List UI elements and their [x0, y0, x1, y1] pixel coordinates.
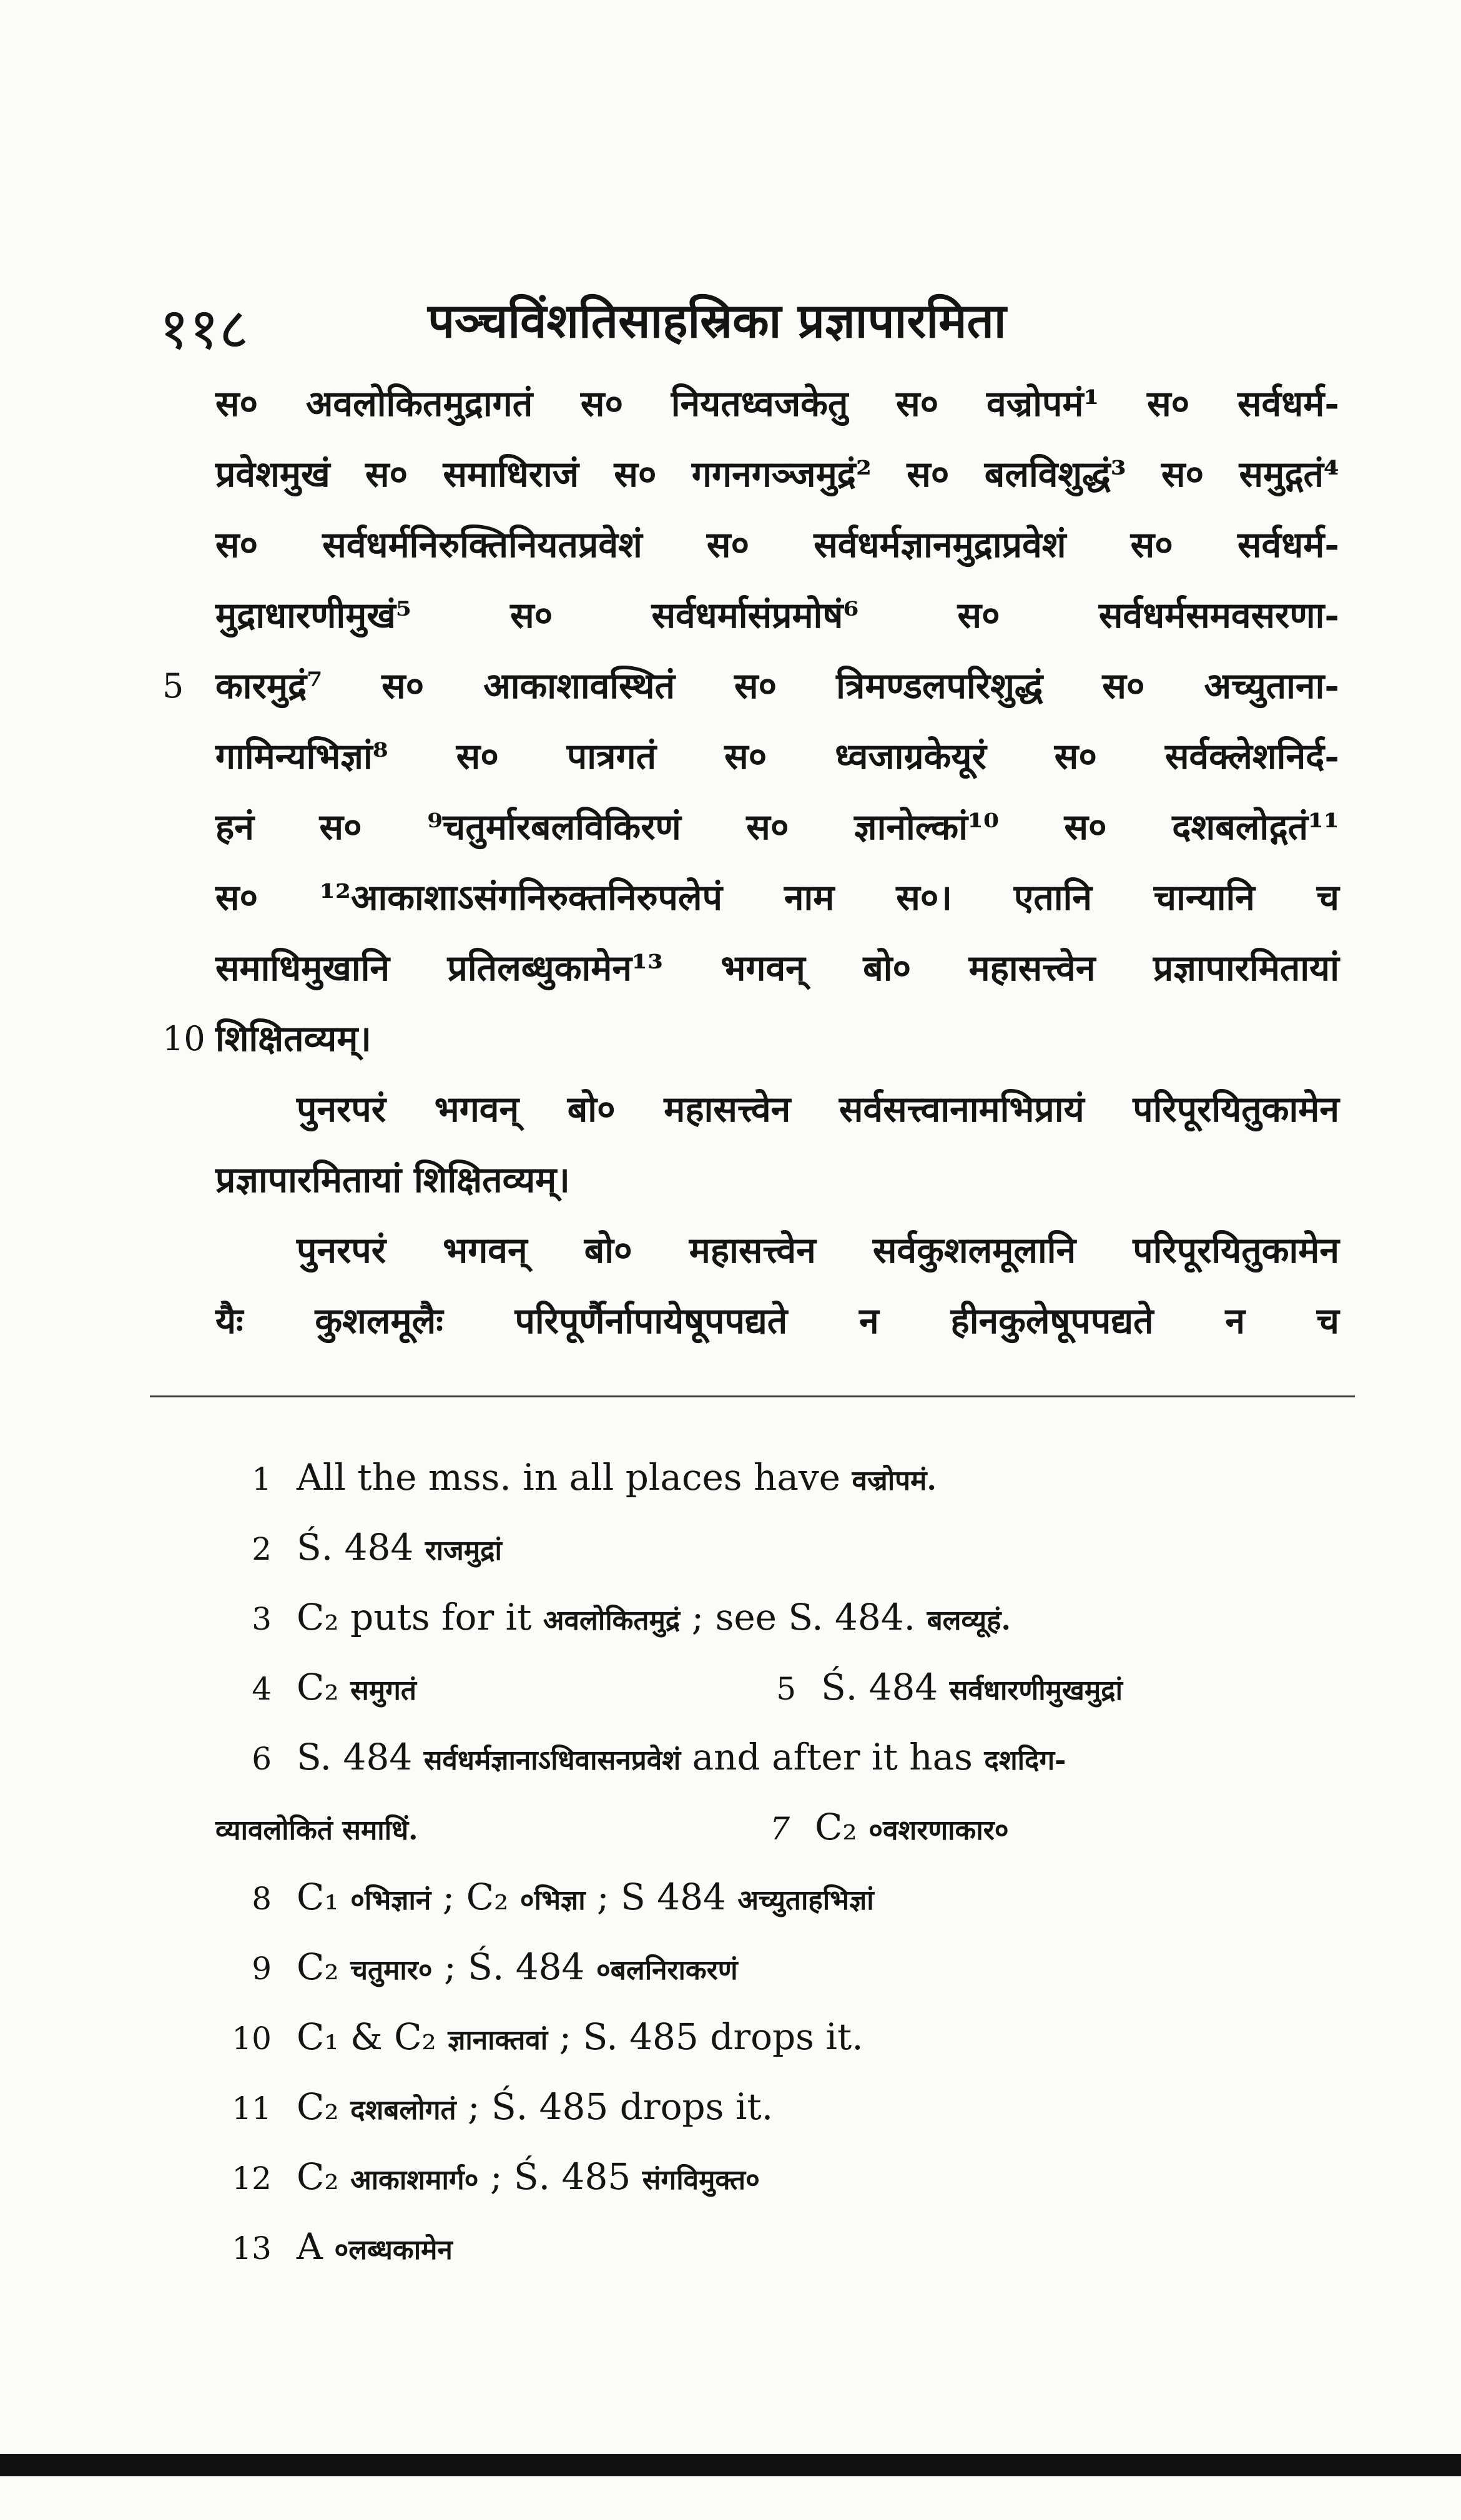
footnote-6: 6 S. 484 सर्वधर्मज्ञानाऽधिवासनप्रवेशं and after it has दशदिग-	[252, 1736, 1066, 1778]
footnote-13: 13 A ०लब्धकामेन	[232, 2225, 453, 2268]
footnote-8: 8 C₁ ०भिज्ञानं ; C₂ ०भिज्ञा ; S 484 अच्युताहभिज्ञां	[252, 1876, 874, 1918]
text-line	[162, 1003, 1339, 1074]
footnotes	[215, 1442, 1352, 2281]
footnote-12: 12 C₂ आकाशमार्ग० ; Ś. 485 संगविमुक्त०	[232, 2155, 760, 2198]
line-number: 10	[162, 1019, 205, 1058]
text-line	[215, 862, 1339, 933]
scan-edge-bar	[0, 2454, 1461, 2476]
text-line	[215, 792, 1339, 862]
text-line	[215, 933, 1339, 1003]
footnote-2: 2 Ś. 484 राजमुद्रां	[252, 1526, 502, 1568]
line-text: कारमुद्रं⁷ स० आकाशावस्थितं स० त्रिमण्डलपरिशुद्धं स० अच्युताना-	[215, 665, 1339, 707]
page-number: ११८	[159, 295, 249, 362]
main-text	[162, 368, 1339, 1356]
page-header	[159, 275, 1345, 362]
line-text: गामिन्यभिज्ञां⁸ स० पात्रगतं स० ध्वजाग्रकेयूरं स० सर्वक्लेशनिर्द-	[215, 736, 1339, 777]
text-line	[215, 580, 1339, 651]
text-line	[215, 1286, 1339, 1356]
text-line	[215, 1215, 1339, 1286]
line-text: प्रवेशमुखं स० समाधिराजं स० गगनगञ्जमुद्रं² स० बलविशुद्धं³ स० समुद्गतं⁴	[215, 453, 1339, 495]
line-text: मुद्राधारणीमुखं⁵ स० सर्वधर्मासंप्रमोषं⁶ स० सर्वधर्मसमवसरणा-	[215, 594, 1339, 636]
line-text: शिक्षितव्यम्।	[215, 1018, 371, 1060]
line-text: स० सर्वधर्मनिरुक्तिनियतप्रवेशं स० सर्वधर्मज्ञानमुद्राप्रवेशं स० सर्वधर्म-	[215, 524, 1339, 566]
text-line	[162, 651, 1339, 721]
footnote-11: 11 C₂ दशबलोगतं ; Ś. 485 drops it.	[232, 2085, 774, 2128]
line-text: स० ¹²आकाशाऽसंगनिरुक्तनिरुपलेपं नाम स०। एतानि चान्यानि च	[215, 877, 1339, 918]
footnote-divider	[150, 1395, 1355, 1397]
footnote-3: 3 C₂ puts for it अवलोकितमुद्रं ; see S. 484. बलव्यूहं.	[252, 1596, 1011, 1638]
footnote-10: 10 C₁ & C₂ ज्ञानाक्तवां ; S. 485 drops it.	[232, 2016, 863, 2058]
text-line	[215, 368, 1339, 439]
line-text: यैः कुशलमूलैः परिपूर्णैर्नापायेषूपपद्यते न हीनकुलेषूपपद्यते न च	[215, 1300, 1339, 1342]
line-text: हनं स० ⁹चतुर्मारबलविकिरणं स० ज्ञानोल्कां¹⁰ स० दशबलोद्गतं¹¹	[215, 806, 1339, 848]
footnote-9: 9 C₂ चतुमार० ; Ś. 484 ०बलनिराकरणं	[252, 1946, 738, 1988]
line-text: पुनरपरं भगवन् बो० महासत्त्वेन सर्वकुशलमूलानि परिपूरयितुकामेन	[297, 1229, 1339, 1271]
text-line	[215, 1144, 1339, 1215]
running-title: पञ्चविंशतिसाहस्रिका प्रज्ञापारमिता	[428, 293, 1006, 348]
line-number: 5	[162, 666, 184, 706]
text-line	[215, 439, 1339, 509]
footnote-5: 5 Ś. 484 सर्वधारणीमुखमुद्रां	[776, 1666, 1123, 1708]
text-line	[215, 1074, 1339, 1144]
line-text: स० अवलोकितमुद्रागतं स० नियतध्वजकेतु स० वज्रोपमं¹ स० सर्वधर्म-	[215, 383, 1339, 425]
line-text: प्रज्ञापारमितायां शिक्षितव्यम्।	[215, 1159, 570, 1201]
footnote-6-continued: व्यावलोकितं समाधिं. 7 C₂ ०वशरणाकार०	[215, 1792, 1352, 1862]
line-text: समाधिमुखानि प्रतिलब्धुकामेन¹³ भगवन् बो० महासत्त्वेन प्रज्ञापारमितायां	[215, 947, 1339, 989]
footnote-7: 7 C₂ ०वशरणाकार०	[770, 1806, 1009, 1848]
text-line	[215, 509, 1339, 580]
footnote-1: 1 All the mss. in all places have वज्रोपमं.	[252, 1456, 937, 1499]
footnote-4-5: 4 C₂ समुगतं 5 Ś. 484 सर्वधारणीमुखमुद्रां	[215, 1652, 1352, 1722]
text-line	[215, 721, 1339, 792]
line-text: पुनरपरं भगवन् बो० महासत्त्वेन सर्वसत्त्वानामभिप्रायं परिपूरयितुकामेन	[297, 1088, 1339, 1130]
